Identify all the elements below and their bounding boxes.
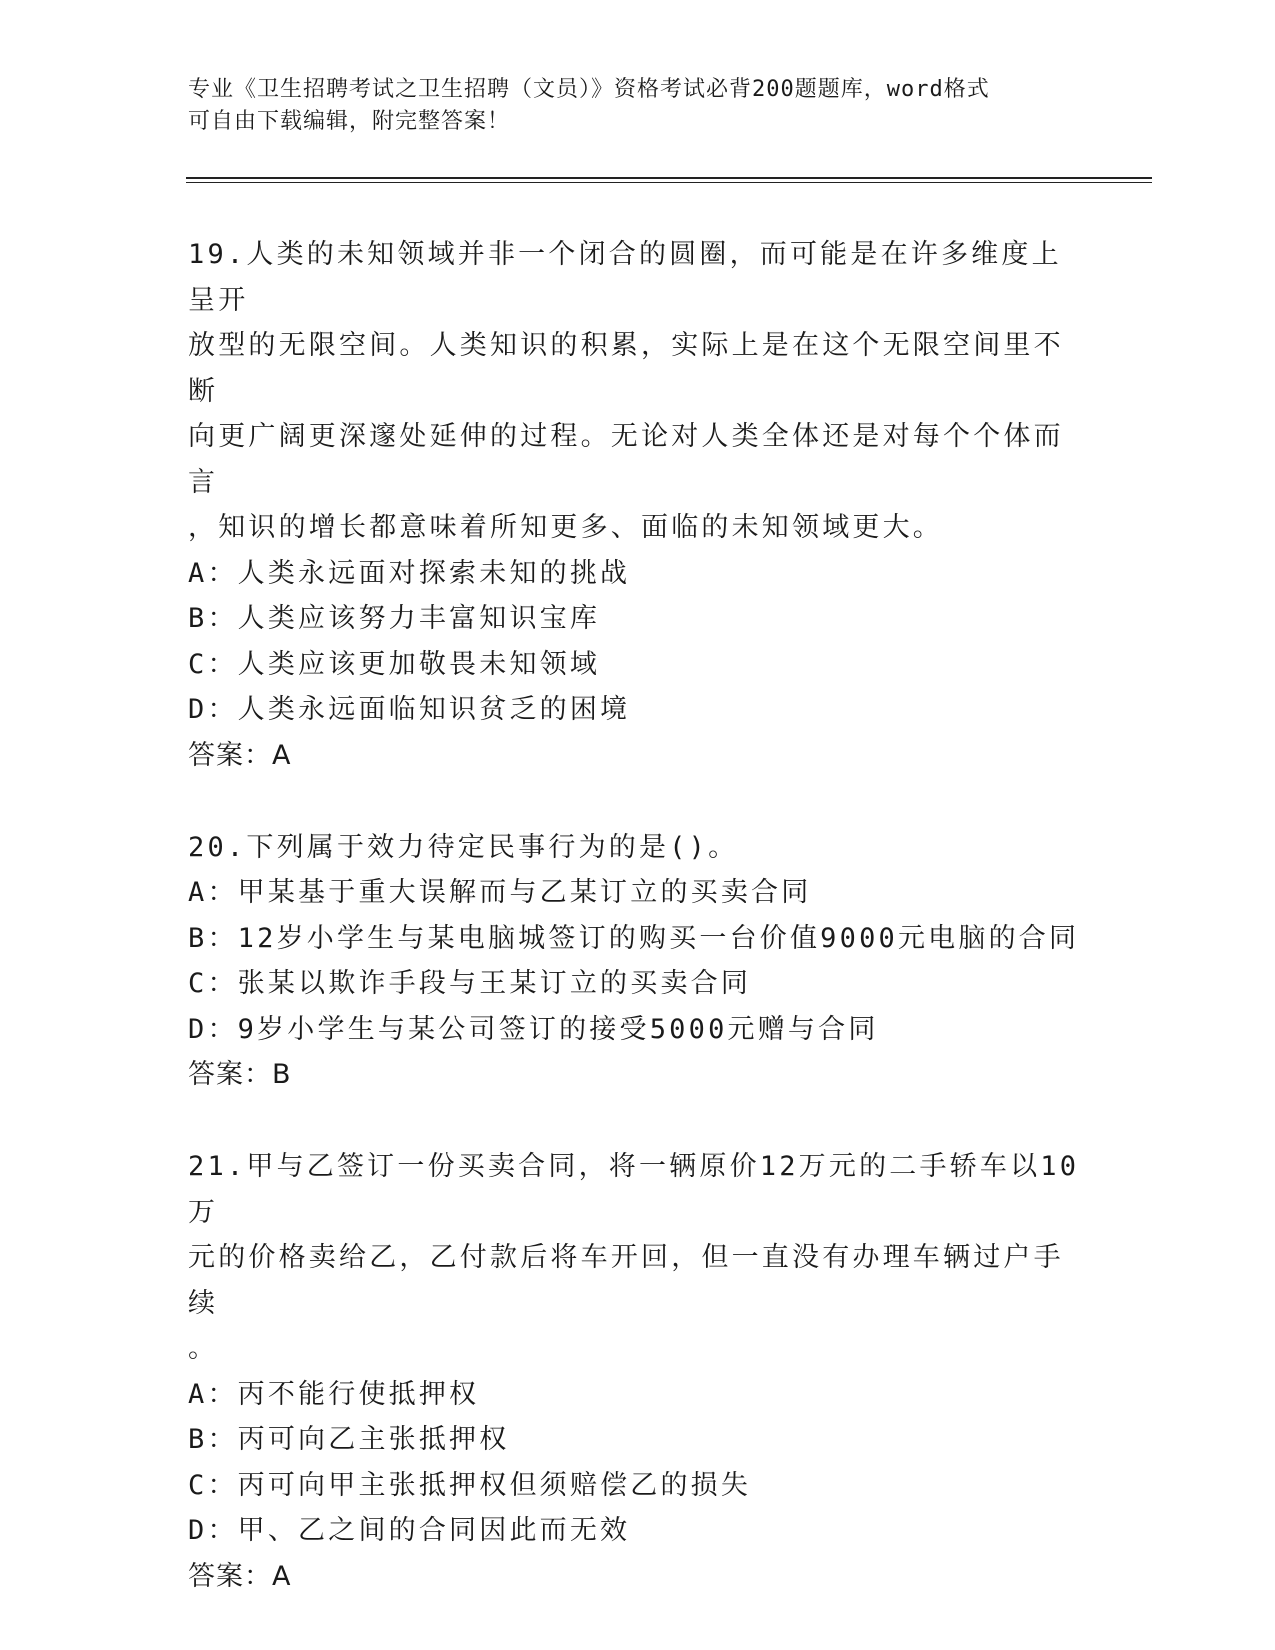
option-b: B：人类应该努力丰富知识宝库	[188, 603, 601, 634]
page-header	[188, 74, 1088, 138]
option-b: B：12岁小学生与某电脑城签订的购买一台价值9000元电脑的合同	[188, 922, 1080, 954]
option-c: C：人类应该更加敬畏未知领域	[188, 648, 601, 680]
question-stem-line: 。	[188, 1333, 219, 1364]
question-stem-line: 向更广阔更深邃处延伸的过程。无论对人类全体还是对每个个体而言	[188, 421, 1064, 498]
header-divider-thin	[186, 182, 1152, 183]
option-d: D：人类永远面临知识贫乏的困境	[188, 694, 631, 725]
option-d: D：甲、乙之间的合同因此而无效	[188, 1515, 631, 1546]
question-stem-line: 元的价格卖给乙，乙付款后将车开回，但一直没有办理车辆过户手续	[188, 1242, 1064, 1319]
question-spacer	[188, 1098, 1088, 1144]
option-b: B：丙可向乙主张抵押权	[188, 1424, 510, 1455]
question-list	[188, 232, 1088, 1600]
question-stem-line: 19.人类的未知领域并非一个闭合的圆圈，而可能是在许多维度上呈开	[188, 239, 1062, 316]
question-stem-line: ，知识的增长都意味着所知更多、面临的未知领域更大。	[188, 512, 943, 543]
option-c: C：丙可向甲主张抵押权但须赔偿乙的损失	[188, 1469, 752, 1501]
answer: 答案：B	[188, 1059, 292, 1090]
answer: 答案：A	[188, 739, 292, 771]
question-spacer	[188, 779, 1088, 825]
question-stem-line: 放型的无限空间。人类知识的积累，实际上是在这个无限空间里不断	[188, 330, 1064, 407]
question-21	[188, 1144, 1088, 1600]
option-a: A：丙不能行使抵押权	[188, 1378, 480, 1410]
question-20	[188, 825, 1088, 1099]
option-a: A：人类永远面对探索未知的挑战	[188, 557, 631, 589]
option-a: A：甲某基于重大误解而与乙某订立的买卖合同	[188, 877, 812, 908]
header-divider	[186, 177, 1152, 179]
option-c: C：张某以欺诈手段与王某订立的买卖合同	[188, 968, 752, 999]
question-19	[188, 232, 1088, 779]
question-stem-line: 20.下列属于效力待定民事行为的是()。	[188, 831, 739, 863]
question-stem-line: 21.甲与乙签订一份买卖合同，将一辆原价12万元的二手轿车以10万	[188, 1151, 1080, 1228]
header-line-1: 专业《卫生招聘考试之卫生招聘（文员）》资格考试必背200题题库，word格式	[188, 77, 990, 102]
answer: 答案：A	[188, 1560, 292, 1592]
header-line-2: 可自由下载编辑，附完整答案！	[188, 109, 511, 134]
option-d: D：9岁小学生与某公司签订的接受5000元赠与合同	[188, 1013, 879, 1045]
